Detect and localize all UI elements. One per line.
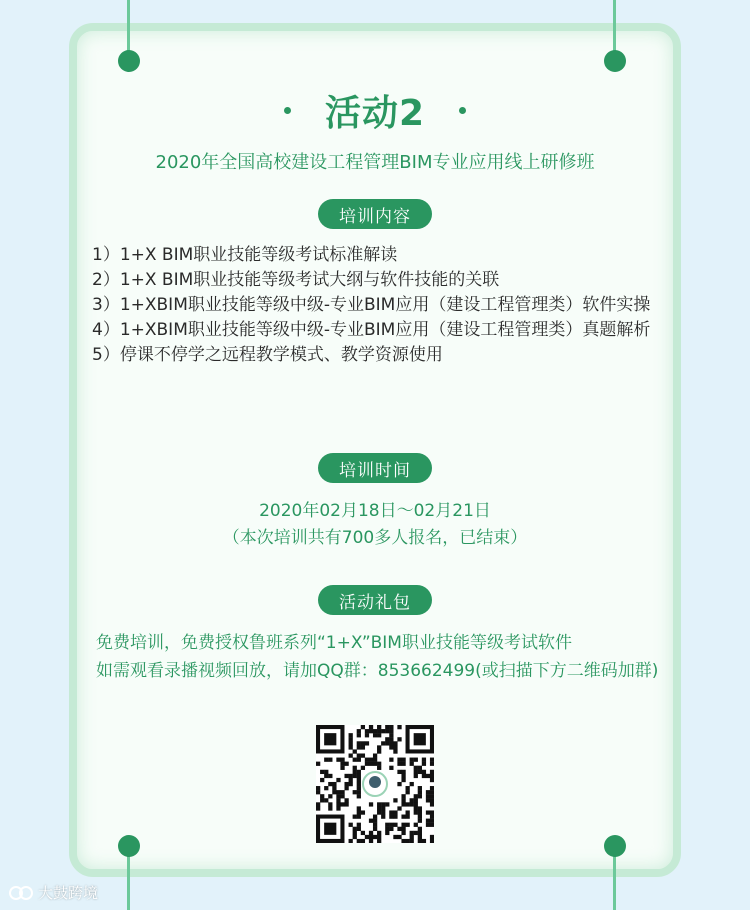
list-item: 3）1+XBIM职业技能等级中级-专业BIM应用（建设工程管理类）软件实操 — [92, 295, 651, 315]
section-label-time: 培训时间 — [318, 453, 432, 483]
title-right-dot — [459, 107, 466, 114]
date-range: 2020年02月18日～02月21日 — [259, 501, 491, 521]
section-label-gift: 活动礼包 — [318, 585, 432, 615]
page-subtitle: 2020年全国高校建设工程管理BIM专业应用线上研修班 — [155, 152, 595, 173]
gift-block — [96, 629, 666, 685]
bottom-left-pin-dot — [118, 835, 140, 857]
list-item: 2）1+X BIM职业技能等级考试大纲与软件技能的关联 — [92, 270, 500, 290]
title-left-dot — [284, 107, 291, 114]
top-left-pin-dot — [118, 50, 140, 72]
watermark — [8, 882, 98, 903]
time-block — [0, 498, 750, 552]
page-title: 活动2 — [324, 92, 426, 134]
qr-code[interactable] — [316, 725, 434, 843]
title-row — [0, 82, 750, 138]
section-label-content: 培训内容 — [318, 199, 432, 229]
watermark-text: 大鼓跨境 — [38, 884, 99, 902]
list-item: 1）1+X BIM职业技能等级考试标准解读 — [92, 245, 398, 265]
content-list — [92, 243, 668, 368]
list-item: 4）1+XBIM职业技能等级中级-专业BIM应用（建设工程管理类）真题解析 — [92, 320, 651, 340]
top-right-pin-dot — [604, 50, 626, 72]
signup-note: （本次培训共有700多人报名，已结束） — [222, 528, 528, 548]
logo-icon — [8, 884, 34, 902]
qr-code-graphic — [316, 725, 434, 843]
bottom-right-pin-dot — [604, 835, 626, 857]
gift-line-1: 免费培训，免费授权鲁班系列“1+X”BIM职业技能等级考试软件 — [96, 633, 572, 653]
gift-line-2: 如需观看录播视频回放，请加QQ群：853662499(或扫描下方二维码加群) — [96, 661, 659, 681]
list-item: 5）停课不停学之远程教学模式、教学资源使用 — [92, 345, 443, 365]
